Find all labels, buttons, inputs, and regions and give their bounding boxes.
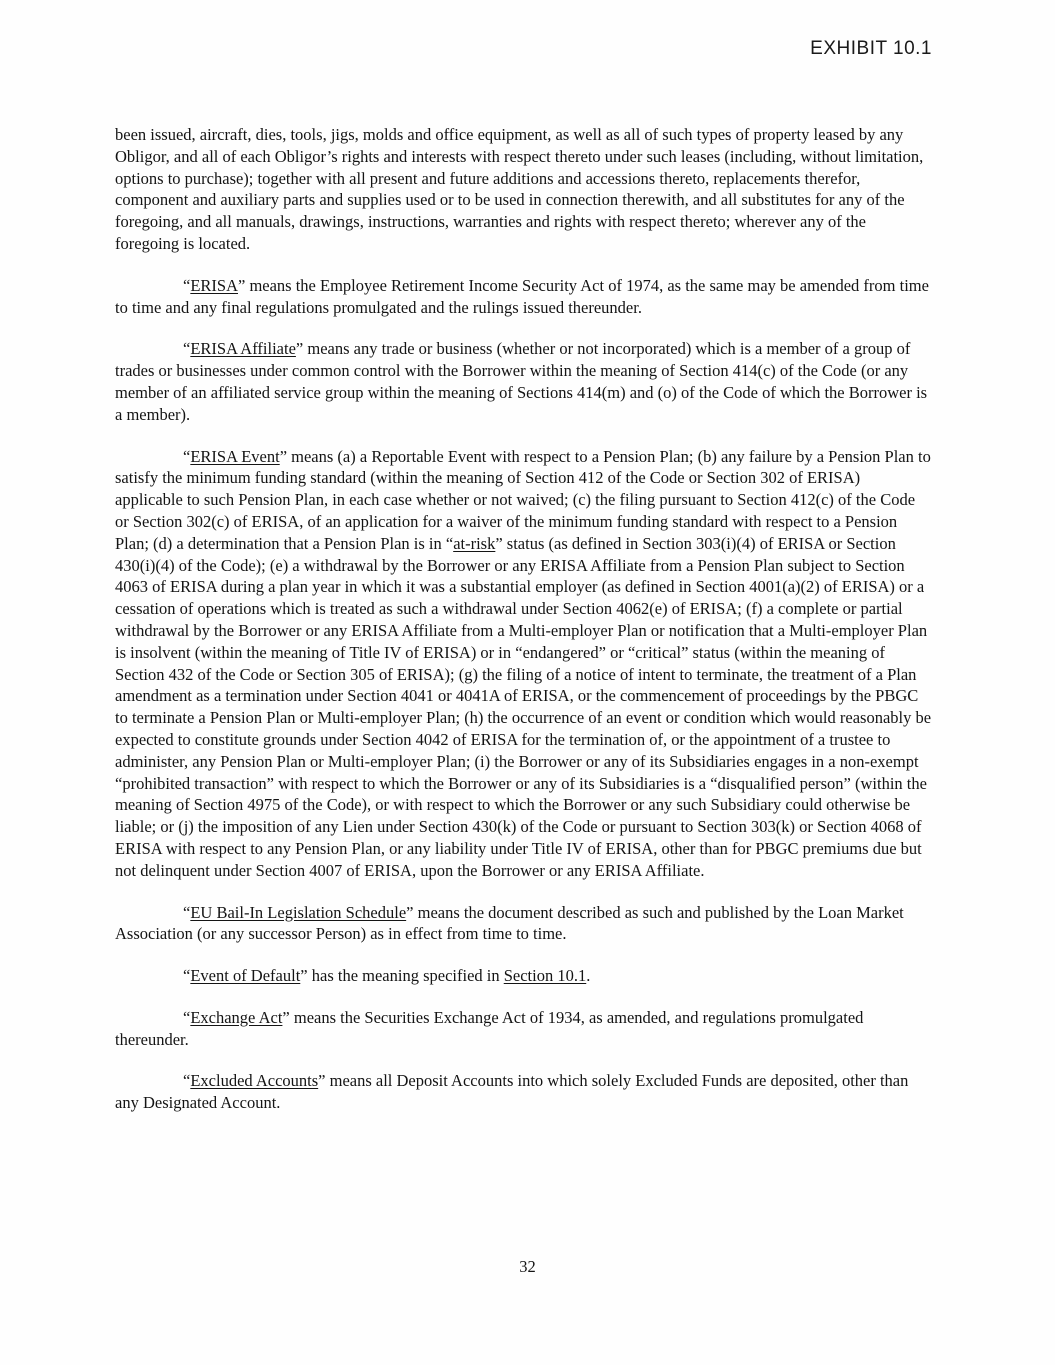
definition-text: ” means the Securities Exchange Act of 1934, as amended, and regulations promulgated thereunder. <box>115 1007 864 1049</box>
paragraph-text: been issued, aircraft, dies, tools, jigs, molds and office equipment, as well as all of such types of property leased by any Obligor, and all of each Obligor’s rights and interests with respect thereto under such leases (including, without limitation, options to purchase); together with all present and future additions and accessions thereto, replacements therefor, component and auxiliary parts and supplies used or to be used in connection therewith, and all substitutes for any of the foregoing, and all manuals, drawings, instructions, warranties and rights with respect thereto; wherever any of the foregoing is located. <box>115 125 924 253</box>
open-quote: “ <box>183 902 191 922</box>
definition-excluded-accounts <box>115 1070 932 1114</box>
open-quote: “ <box>183 446 191 466</box>
definition-text: ” has the meaning specified in <box>300 966 504 986</box>
definition-exchange-act <box>115 1007 932 1051</box>
definition-text: ” status (as defined in Section 303(i)(4) of ERISA or Section 430(i)(4) of the Code); (e) a withdrawal by the Borrower or any ERISA Affiliate from a Pension Plan subject to Section 4063 of ERISA during a plan year in which it was a substantial employer (as defined in Section 4001(a)(2) of ERISA) or a cessation of operations which is treated as such a withdrawal under Section 4062(e) of ERISA; (f) a complete or partial withdrawal by the Borrower or any ERISA Affiliate from a Multi-employer Plan or notification that a Multi-employer Plan is insolvent (within the meaning of Title IV of ERISA) or in “endangered” or “critical” status (within the meaning of Section 432 of the Code or Section 305 of ERISA); (g) the filing of a notice of intent to terminate, the treatment of a Plan amendment as a termination under Section 4041 or 4041A of ERISA, or the commencement of proceedings by the PBGC to terminate a Pension Plan or Multi-employer Plan; (h) the occurrence of an event or condition which would reasonably be expected to constitute grounds under Section 4042 of ERISA for the termination of, or the appointment of a trustee to administer, any Pension Plan or Multi-employer Plan; (i) the Borrower or any of its Subsidiaries engages in a non-exempt “prohibited transaction” with respect to which the Borrower or any of its Subsidiaries is a “disqualified person” (within the meaning of Section 4975 of the Code), or with respect to which the Borrower or any such Subsidiary could otherwise be liable; or (j) the imposition of any Lien under Section 430(k) of the Code or pursuant to Section 303(k) or Section 4068 of ERISA with respect to any Pension Plan, or any liability under Title IV of ERISA, other than for PBGC premiums due but not delinquent under Section 4007 of ERISA, upon the Borrower or any ERISA Affiliate. <box>115 533 932 880</box>
defined-term-at-risk: at-risk <box>453 533 496 553</box>
open-quote: “ <box>183 1071 191 1091</box>
defined-term-erisa-event: ERISA Event <box>190 446 280 466</box>
definition-text: ” means the document described as such and published by the Loan Market Association (or any successor Person) as in effect from time to time. <box>115 902 904 944</box>
definition-erisa <box>115 275 932 319</box>
definition-erisa-affiliate <box>115 338 932 425</box>
open-quote: “ <box>183 339 191 359</box>
definition-text: . <box>586 966 591 986</box>
open-quote: “ <box>183 966 191 986</box>
definition-erisa-event <box>115 446 932 882</box>
definition-text: ” means (a) a Reportable Event with respect to a Pension Plan; (b) any failure by a Pension Plan to satisfy the minimum funding standard (within the meaning of Section 412 of the Code or Section 302 of ERISA) applicable to such Pension Plan, in each case whether or not waived; (c) the filing pursuant to Section 412(c) of the Code or Section 302(c) of ERISA, of an application for a waiver of the minimum funding standard with respect to a Pension Plan; (d) a determination that a Pension Plan is in “ <box>115 446 931 553</box>
exhibit-label: EXHIBIT 10.1 <box>810 38 932 59</box>
defined-term-excluded-accounts: Excluded Accounts <box>190 1071 319 1091</box>
defined-term-eu-bail-in-legislation-schedule: EU Bail-In Legislation Schedule <box>190 902 407 922</box>
defined-term-erisa: ERISA <box>190 275 238 295</box>
open-quote: “ <box>183 1007 191 1027</box>
defined-term-erisa-affiliate: ERISA Affiliate <box>190 339 296 359</box>
definition-text: ” means the Employee Retirement Income Security Act of 1974, as the same may be amended from time to time and any final regulations promulgated and the rulings issued thereunder. <box>115 275 929 317</box>
section-reference: Section 10.1 <box>503 966 587 986</box>
defined-term-event-of-default: Event of Default <box>190 966 301 986</box>
definition-text: ” means all Deposit Accounts into which solely Excluded Funds are deposited, other than any Designated Account. <box>115 1071 909 1113</box>
defined-term-exchange-act: Exchange Act <box>190 1007 283 1027</box>
open-quote: “ <box>183 275 191 295</box>
definition-event-of-default <box>115 965 932 987</box>
definition-eu-bail-in-legislation-schedule <box>115 902 932 946</box>
page-number: 32 <box>519 1257 536 1276</box>
paragraph-continuation <box>115 124 932 255</box>
definition-text: ” means any trade or business (whether or not incorporated) which is a member of a group of trades or businesses under common control with the Borrower within the meaning of Section 414(c) of the Code (or any member of an affiliated service group within the meaning of Sections 414(m) and (o) of the Code of which the Borrower is a member). <box>115 339 928 424</box>
document-body <box>115 124 932 1114</box>
